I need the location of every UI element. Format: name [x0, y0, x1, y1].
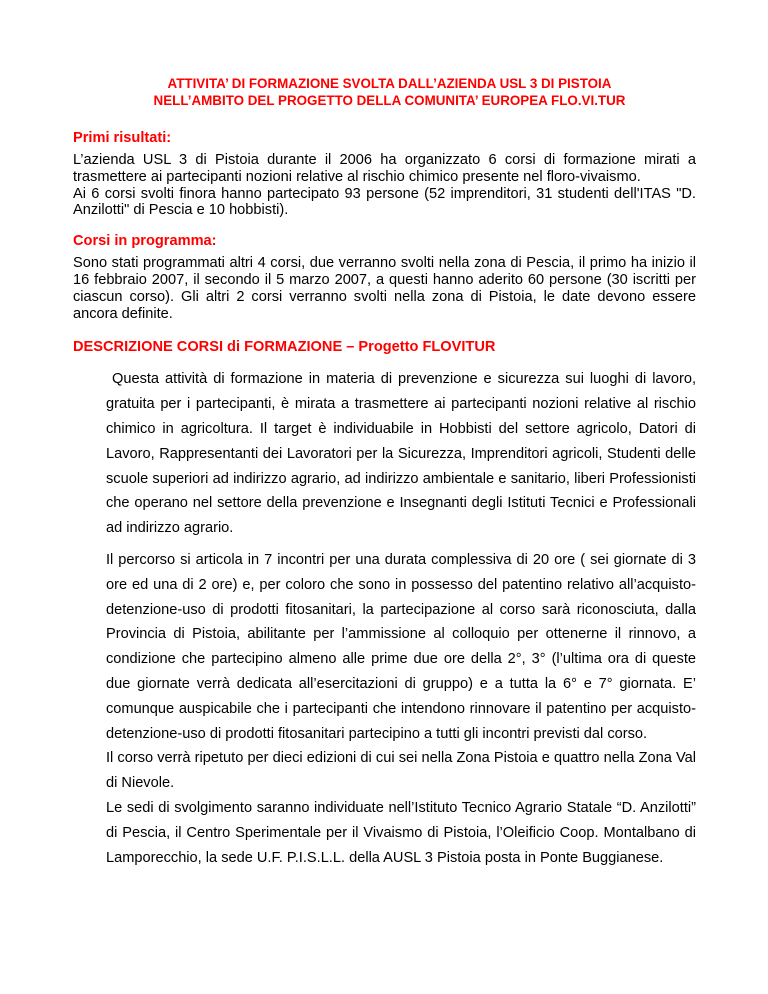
heading-corsi-programma: Corsi in programma:: [73, 233, 217, 250]
title-line-2: NELL’AMBITO DEL PROGETTO DELLA COMUNITA’ EUROPEA FLO.VI.TUR: [153, 93, 626, 108]
title-line-1: ATTIVITA’ DI FORMAZIONE SVOLTA DALL’AZIENDA USL 3 DI PISTOIA: [167, 76, 612, 91]
paragraph-primi-risultati-1: L’azienda USL 3 di Pistoia durante il 2006 ha organizzato 6 corsi di formazione mirati a trasmettere ai partecipanti nozioni relative al rischio chimico presente nel floro-vivaismo.: [73, 152, 696, 185]
heading-primi-risultati: Primi risultati:: [73, 130, 172, 146]
document-page: [73, 75, 696, 870]
description-block: [73, 367, 696, 870]
description-details: [106, 548, 696, 870]
section-primi-risultati: [73, 152, 696, 219]
paragraph-percorso: Il percorso si articola in 7 incontri per una durata complessiva di 20 ore ( sei giornate di 3 ore ed una di 2 ore) e, per coloro che sono in possesso del patentino relativo all’acquisto-detenzione-uso di prodotti fitosanitari, la partecipazione al corso sarà riconosciuta, dalla Provincia di Pistoia, abilitante per l’ammissione al colloquio per ottenerne il rinnovo, a condizione che partecipino almeno alle prime due ore della 2°, 3° (l’ultima ora di queste due giornate verrà dedicata all’esercitazioni di gruppo) e a tutta la 6° e 7° giornata. E’ comunque auspicabile che i partecipanti che intendono rinnovare il patentino per acquisto-detenzione-uso di prodotti fitosanitari partecipino a tutti gli incontri previsti dal corso.: [106, 551, 696, 742]
document-title: [73, 75, 696, 109]
paragraph-ripetuto: Il corso verrà ripetuto per dieci edizioni di cui sei nella Zona Pistoia e quattro nella Zona Val di Nievole.: [106, 750, 696, 792]
paragraph-sedi: Le sedi di svolgimento saranno individuate nell’Istituto Tecnico Agrario Statale “D. Anzilotti” di Pescia, il Centro Sperimentale per il Vivaismo di Pistoia, l’Oleificio Coop. Montalbano di Lamporecchio, la sede U.F. P.I.S.L.L. della AUSL 3 Pistoia posta in Ponte Buggianese.: [106, 799, 696, 866]
paragraph-corsi-programma: Sono stati programmati altri 4 corsi, due verranno svolti nella zona di Pescia, il primo ha inizio il 16 febbraio 2007, il secondo il 5 marzo 2007, a questi hanno aderito 60 persone (30 iscritti per ciascun corso). Gli altri 2 corsi verranno svolti nella zona di Pistoia, le date devono essere ancora definite.: [73, 255, 696, 322]
paragraph-description-intro: Questa attività di formazione in materia di prevenzione e sicurezza sui luoghi di lavoro, gratuita per i partecipanti, è mirata a trasmettere ai partecipanti nozioni relative al rischio chimico in agricoltura. Il target è individuabile in Hobbisti del settore agricolo, Datori di Lavoro, Rappresentanti dei Lavoratori per la Sicurezza, Imprenditori agricoli, Studenti delle scuole superiori ad indirizzo agrario, ad indirizzo ambientale e sanitario, liberi Professionisti che operano nel settore della prevenzione e Insegnanti degli Istituti Tecnici e Professionali ad indirizzo agrario.: [106, 371, 696, 537]
heading-descrizione-corsi: DESCRIZIONE CORSI di FORMAZIONE – Progetto FLOVITUR: [73, 339, 496, 356]
paragraph-primi-risultati-2: Ai 6 corsi svolti finora hanno partecipato 93 persone (52 imprenditori, 31 studenti dell'ITAS "D. Anzilotti" di Pescia e 10 hobbisti).: [73, 185, 696, 219]
